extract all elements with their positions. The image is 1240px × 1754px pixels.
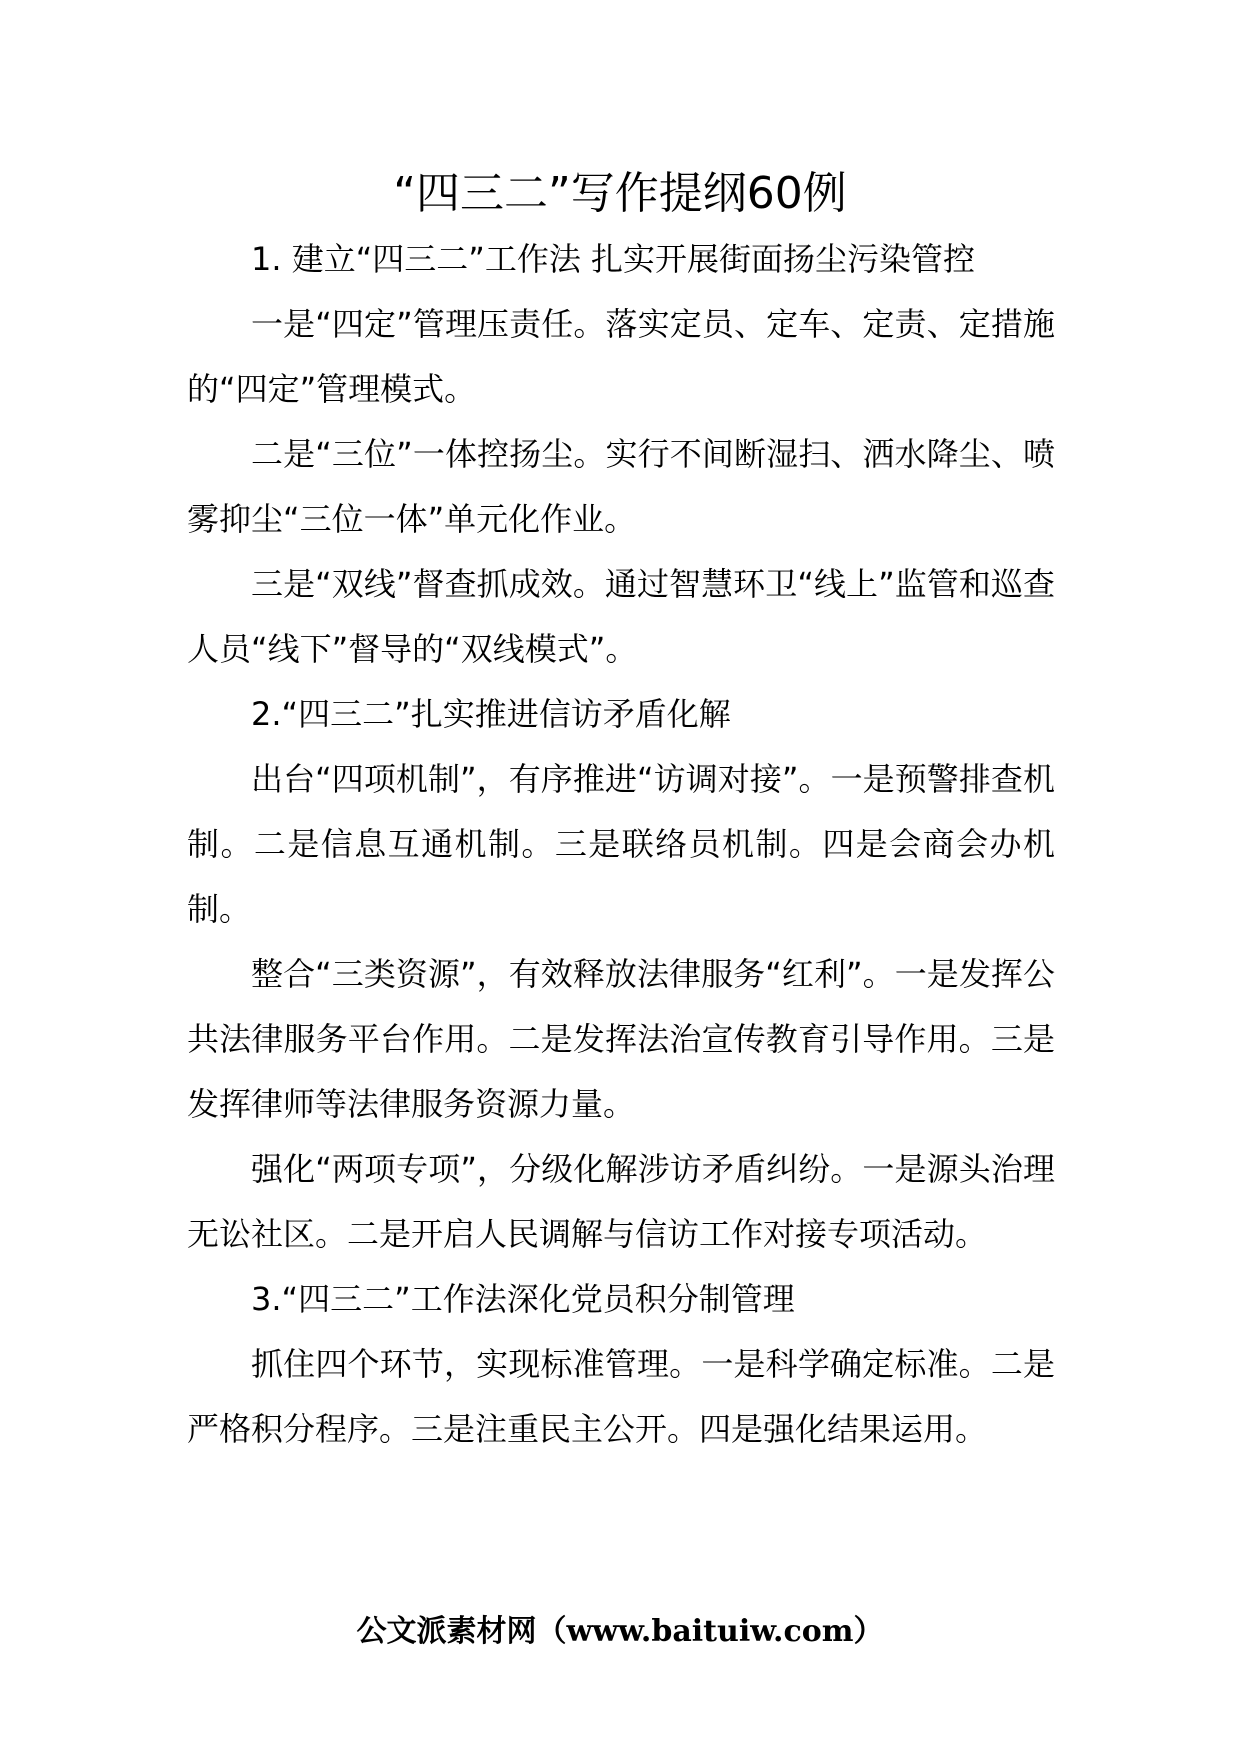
section-heading-1: 1. 建立“四三二”工作法 扎实开展街面扬尘污染管控 — [251, 240, 976, 278]
paragraph-6: 强化“两项专项”，分级化解涉访矛盾纠纷。一是源头治理无讼社区。二是开启人民调解与信访工作对接专项活动。 — [187, 1150, 1055, 1253]
paragraph-4: 出台“四项机制”，有序推进“访调对接”。一是预警排查机制。二是信息互通机制。三是联络员机制。四是会商会办机制。 — [187, 760, 1055, 928]
document-title: “四三二”写作提纲60例 — [393, 168, 847, 219]
section-heading-3: 3.“四三二”工作法深化党员积分制管理 — [251, 1280, 795, 1318]
paragraph-1: 一是“四定”管理压责任。落实定员、定车、定责、定措施的“四定”管理模式。 — [187, 305, 1055, 408]
paragraph-5: 整合“三类资源”，有效释放法律服务“红利”。一是发挥公共法律服务平台作用。二是发挥法治宣传教育引导作用。三是发挥律师等法律服务资源力量。 — [187, 955, 1055, 1123]
document-body — [187, 227, 1055, 1462]
footer-watermark-text: 公文派素材网（www.baituiw.com） — [356, 1614, 884, 1649]
paragraph-3: 三是“双线”督查抓成效。通过智慧环卫“线上”监管和巡查人员“线下”督导的“双线模式”。 — [187, 565, 1055, 668]
paragraph-2: 二是“三位”一体控扬尘。实行不间断湿扫、洒水降尘、喷雾抑尘“三位一体”单元化作业。 — [187, 435, 1055, 538]
paragraph-7: 抓住四个环节，实现标准管理。一是科学确定标准。二是严格积分程序。三是注重民主公开。四是强化结果运用。 — [187, 1345, 1055, 1448]
section-heading-2: 2.“四三二”扎实推进信访矛盾化解 — [251, 695, 731, 733]
